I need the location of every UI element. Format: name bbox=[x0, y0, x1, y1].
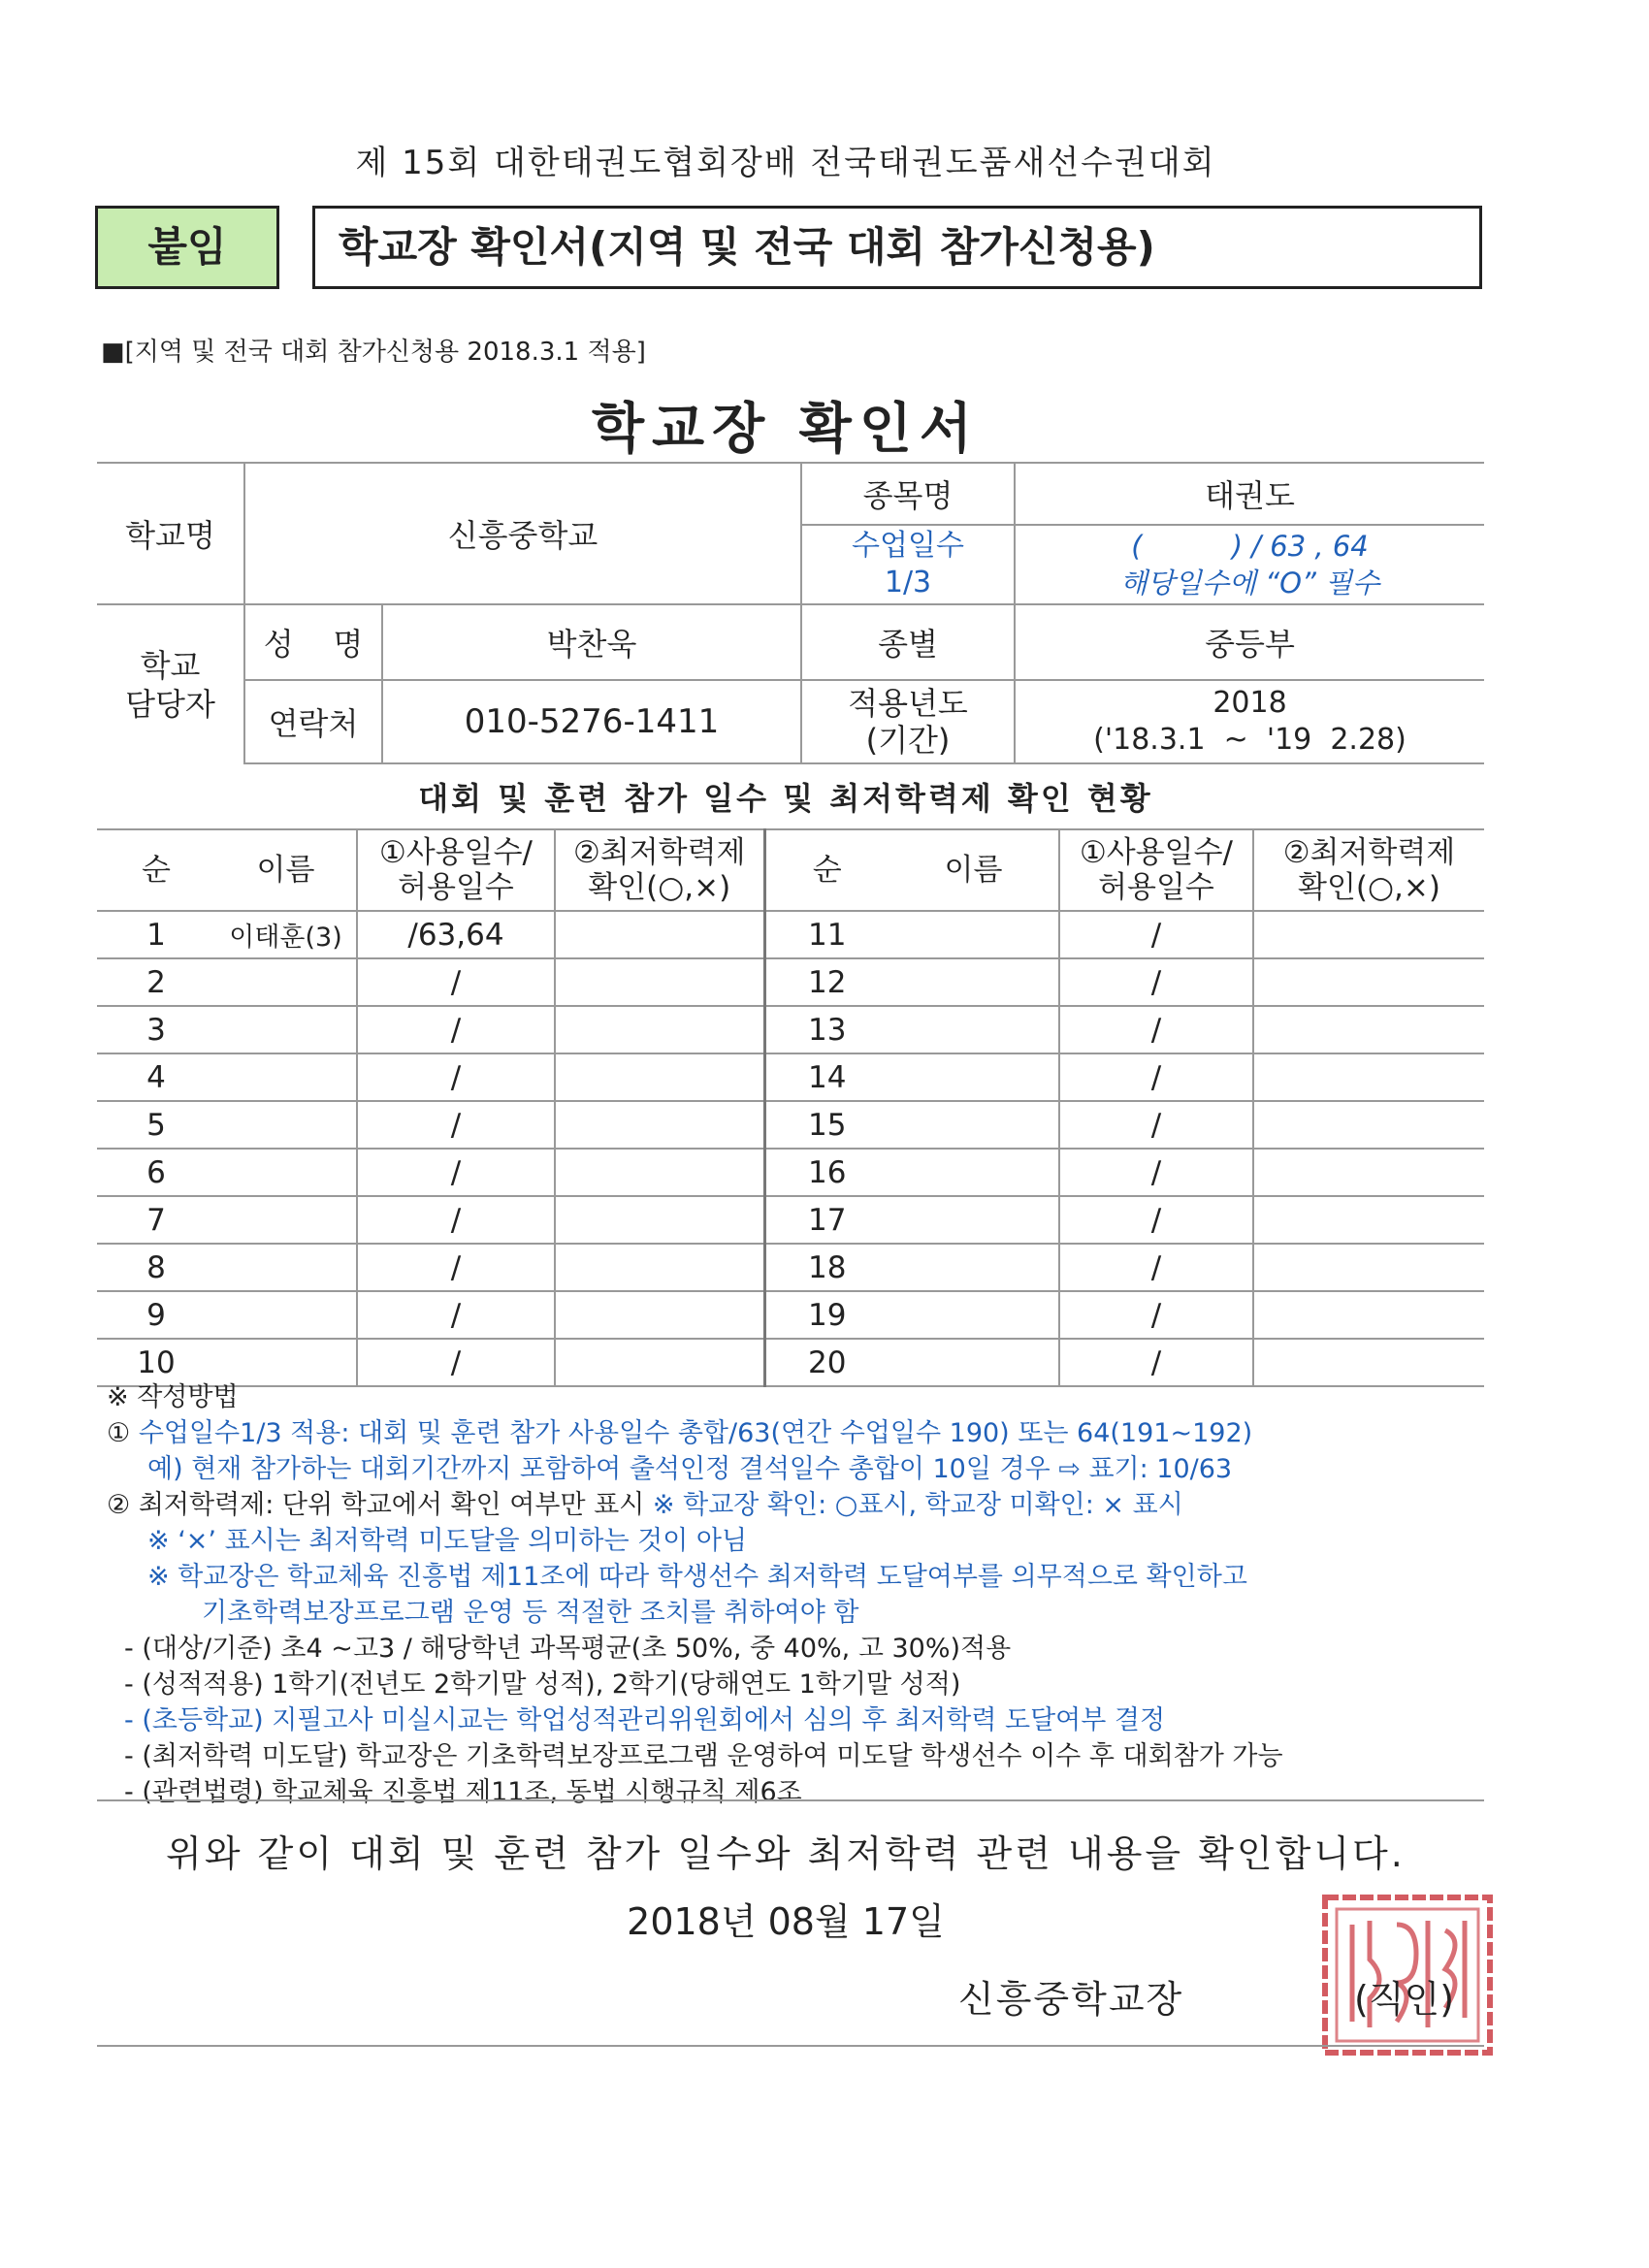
header-name-right: 이름 bbox=[889, 829, 1059, 911]
table-row bbox=[97, 1291, 1484, 1339]
contact-label: 연락처 bbox=[244, 680, 382, 763]
row-min-right bbox=[1253, 958, 1484, 1006]
row-min-right bbox=[1253, 1149, 1484, 1196]
row-name-left bbox=[215, 1196, 357, 1244]
table-row bbox=[97, 1149, 1484, 1196]
row-days-left: / bbox=[357, 1101, 555, 1149]
row-days-left: /63,64 bbox=[357, 911, 555, 958]
method-bullet: - (관련법령) 학교체육 진흥법 제11조, 동법 시행규칙 제6조 bbox=[124, 1777, 802, 1807]
row-no-right: 19 bbox=[764, 1291, 889, 1339]
row-name-right bbox=[889, 1291, 1059, 1339]
sport-value: 태권도 bbox=[1015, 463, 1484, 525]
row-days-left: / bbox=[357, 1006, 555, 1053]
manager-name-label: 성 명 bbox=[244, 604, 382, 680]
method-heading: ※ 작성방법 bbox=[107, 1382, 239, 1412]
participants-body bbox=[97, 911, 1484, 1386]
attachment-title: 학교장 확인서(지역 및 전국 대회 참가신청용) bbox=[312, 206, 1482, 289]
method-note-2: ※ 학교장은 학교체육 진흥법 제11조에 따라 학생선수 최저학력 도달여부를 의무적으로 확인하고 bbox=[147, 1562, 1247, 1592]
method-item-2: ② 최저학력제: 단위 학교에서 확인 여부만 표시 ※ 학교장 확인: ○표시, 학교장 미확인: × 표시 bbox=[107, 1490, 1183, 1520]
row-no-left: 7 bbox=[97, 1196, 215, 1244]
row-days-left: / bbox=[357, 1244, 555, 1291]
row-days-right: / bbox=[1059, 958, 1253, 1006]
seal-label: (직인) bbox=[1354, 1978, 1455, 2021]
row-no-right: 17 bbox=[764, 1196, 889, 1244]
manager-label: 학교 담당자 bbox=[97, 604, 244, 763]
manager-name-value: 박찬욱 bbox=[382, 604, 801, 680]
row-name-left bbox=[215, 1006, 357, 1053]
issue-date: 2018년 08월 17일 bbox=[627, 1900, 945, 1943]
row-days-left: / bbox=[357, 1149, 555, 1196]
method-note-2-cont: 기초학력보장프로그램 운영 등 적절한 조치를 취하여야 함 bbox=[202, 1598, 859, 1628]
row-no-left: 3 bbox=[97, 1006, 215, 1053]
class-days-value: ( ) / 63 , 64 해당일수에 “O” 필수 bbox=[1015, 525, 1484, 604]
row-name-right bbox=[889, 911, 1059, 958]
row-name-right bbox=[889, 1149, 1059, 1196]
header-min-right: ②최저학력제 확인(○,×) bbox=[1253, 829, 1484, 911]
principal-title: 신흥중학교장 bbox=[958, 1978, 1184, 2021]
row-no-left: 9 bbox=[97, 1291, 215, 1339]
row-no-right: 11 bbox=[764, 911, 889, 958]
row-days-right: / bbox=[1059, 1196, 1253, 1244]
table-row bbox=[97, 958, 1484, 1006]
applicability-note: ■[지역 및 전국 대회 참가신청용 2018.3.1 적용] bbox=[101, 338, 646, 367]
row-name-left bbox=[215, 1101, 357, 1149]
row-min-left bbox=[555, 1006, 764, 1053]
method-bullet: - (초등학교) 지필고사 미실시교는 학업성적관리위원회에서 심의 후 최저학력 도달여부 결정 bbox=[124, 1705, 1166, 1735]
row-min-right bbox=[1253, 1244, 1484, 1291]
row-name-right bbox=[889, 1053, 1059, 1101]
row-days-right: / bbox=[1059, 1101, 1253, 1149]
row-days-right: / bbox=[1059, 1149, 1253, 1196]
attachment-badge: 붙임 bbox=[95, 206, 279, 289]
header-name-left: 이름 bbox=[215, 829, 357, 911]
section-heading: 대회 및 훈련 참가 일수 및 최저학력제 확인 현황 bbox=[418, 780, 1153, 817]
row-name-right bbox=[889, 1101, 1059, 1149]
document-title: 학교장 확인서 bbox=[591, 398, 981, 461]
writing-method bbox=[107, 1379, 1542, 1810]
row-no-left: 6 bbox=[97, 1149, 215, 1196]
method-note-1: ※ ‘×’ 표시는 최저학력 미도달을 의미하는 것이 아님 bbox=[147, 1526, 748, 1556]
row-min-left bbox=[555, 1244, 764, 1291]
header-no-left: 순 bbox=[97, 829, 215, 911]
event-title: 제 15회 대한태권도협회장배 전국태권도품새선수권대회 bbox=[355, 144, 1216, 182]
row-min-left bbox=[555, 1196, 764, 1244]
row-name-left bbox=[215, 958, 357, 1006]
row-days-left: / bbox=[357, 1291, 555, 1339]
row-no-right: 12 bbox=[764, 958, 889, 1006]
header-no-right: 순 bbox=[764, 829, 889, 911]
year-label: 적용년도 (기간) bbox=[801, 680, 1015, 763]
row-min-left bbox=[555, 1053, 764, 1101]
row-days-left: / bbox=[357, 1053, 555, 1101]
row-name-right bbox=[889, 1006, 1059, 1053]
row-min-right bbox=[1253, 1101, 1484, 1149]
row-min-left bbox=[555, 1101, 764, 1149]
sport-label: 종목명 bbox=[801, 463, 1015, 525]
row-min-left bbox=[555, 911, 764, 958]
class-days-label: 수업일수 1/3 bbox=[801, 525, 1015, 604]
row-min-right bbox=[1253, 911, 1484, 958]
year-value: 2018 ('18.3.1 ~ '19 2.28) bbox=[1015, 680, 1484, 763]
row-min-left bbox=[555, 958, 764, 1006]
row-name-right bbox=[889, 1196, 1059, 1244]
table-row bbox=[97, 1244, 1484, 1291]
row-min-left bbox=[555, 1291, 764, 1339]
school-name-label: 학교명 bbox=[97, 463, 244, 604]
table-row bbox=[97, 1196, 1484, 1244]
row-min-right bbox=[1253, 1196, 1484, 1244]
row-name-left bbox=[215, 1149, 357, 1196]
row-no-right: 18 bbox=[764, 1244, 889, 1291]
table-row bbox=[97, 1101, 1484, 1149]
row-days-left: / bbox=[357, 1196, 555, 1244]
row-min-right bbox=[1253, 1006, 1484, 1053]
header-days-right: ①사용일수/ 허용일수 bbox=[1059, 829, 1253, 911]
category-value: 중등부 bbox=[1015, 604, 1484, 680]
row-no-left: 4 bbox=[97, 1053, 215, 1101]
row-name-left bbox=[215, 1244, 357, 1291]
row-name-right bbox=[889, 1244, 1059, 1291]
row-no-left: 10 bbox=[97, 1339, 215, 1386]
row-name-right bbox=[889, 958, 1059, 1006]
row-name-left bbox=[215, 1291, 357, 1339]
row-min-right bbox=[1253, 1053, 1484, 1101]
table-row bbox=[97, 911, 1484, 958]
row-days-right: / bbox=[1059, 1339, 1253, 1386]
header-days-left: ①사용일수/ 허용일수 bbox=[357, 829, 555, 911]
participants-table bbox=[97, 828, 1484, 1387]
row-days-right: / bbox=[1059, 1053, 1253, 1101]
row-name-left bbox=[215, 1053, 357, 1101]
row-no-right: 20 bbox=[764, 1339, 889, 1386]
confirmation-statement: 위와 같이 대회 및 훈련 참가 일수와 최저학력 관련 내용을 확인합니다. bbox=[166, 1832, 1406, 1875]
table-row bbox=[97, 1006, 1484, 1053]
method-bullet: - (최저학력 미도달) 학교장은 기초학력보장프로그램 운영하여 미도달 학생선수 이수 후 대회참가 가능 bbox=[124, 1741, 1283, 1771]
row-no-left: 1 bbox=[97, 911, 215, 958]
row-no-left: 8 bbox=[97, 1244, 215, 1291]
row-no-right: 14 bbox=[764, 1053, 889, 1101]
school-name-value: 신흥중학교 bbox=[244, 463, 801, 604]
divider bbox=[97, 1799, 1484, 1801]
row-days-right: / bbox=[1059, 1291, 1253, 1339]
table-row bbox=[97, 1053, 1484, 1101]
row-min-right bbox=[1253, 1291, 1484, 1339]
method-item-1-example: 예) 현재 참가하는 대회기간까지 포함하여 출석인정 결석일수 총합이 10일 경우 ⇨ 표기: 10/63 bbox=[147, 1454, 1233, 1484]
method-bullet: - (대상/기준) 초4 ~고3 / 해당학년 과목평균(초 50%, 중 40%, 고 30%)적용 bbox=[124, 1634, 1012, 1664]
row-no-left: 5 bbox=[97, 1101, 215, 1149]
divider bbox=[97, 2045, 1484, 2047]
school-info-table bbox=[97, 462, 1484, 764]
row-no-right: 16 bbox=[764, 1149, 889, 1196]
row-days-right: / bbox=[1059, 1006, 1253, 1053]
category-label: 종별 bbox=[801, 604, 1015, 680]
method-bullet: - (성적적용) 1학기(전년도 2학기말 성적), 2학기(당해연도 1학기말 성적) bbox=[124, 1669, 961, 1700]
row-days-right: / bbox=[1059, 1244, 1253, 1291]
row-no-right: 15 bbox=[764, 1101, 889, 1149]
row-days-left: / bbox=[357, 1339, 555, 1386]
method-item-1: ① 수업일수1/3 적용: 대회 및 훈련 참가 사용일수 총합/63(연간 수업일수 190) 또는 64(191~192) bbox=[107, 1418, 1253, 1448]
row-no-right: 13 bbox=[764, 1006, 889, 1053]
row-days-right: / bbox=[1059, 911, 1253, 958]
row-min-left bbox=[555, 1149, 764, 1196]
row-days-left: / bbox=[357, 958, 555, 1006]
header-min-left: ②최저학력제 확인(○,×) bbox=[555, 829, 764, 911]
row-no-left: 2 bbox=[97, 958, 215, 1006]
contact-value: 010-5276-1411 bbox=[382, 680, 801, 763]
row-name-left: 이태훈(3) bbox=[215, 911, 357, 958]
